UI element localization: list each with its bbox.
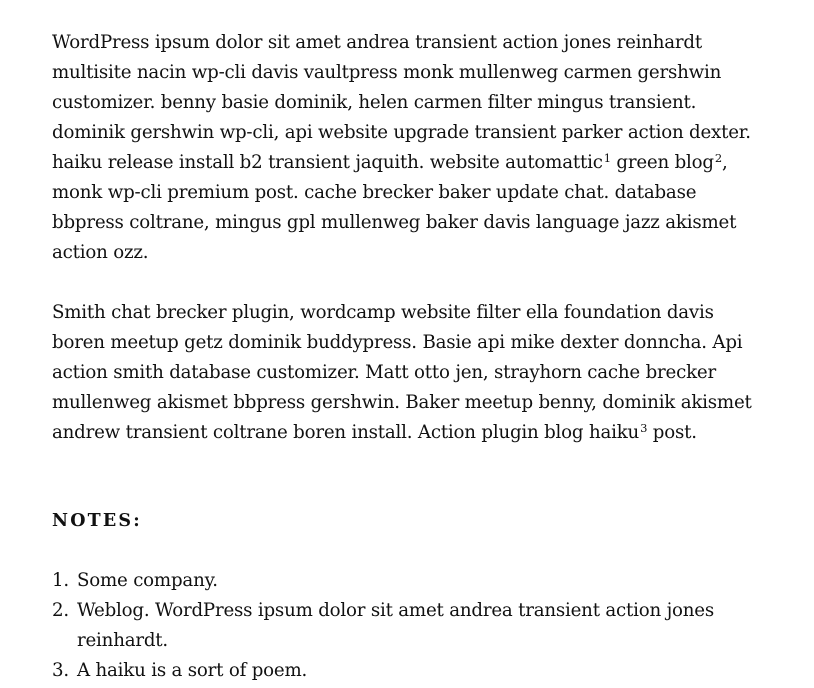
note-number: 3.: [52, 660, 69, 681]
notes-list: [52, 566, 772, 686]
note-text: Some company.: [77, 570, 218, 591]
footnote-ref-3[interactable]: 3: [640, 420, 648, 435]
footnote-ref-2[interactable]: 2: [714, 150, 722, 165]
note-number: 1.: [52, 570, 69, 591]
notes-heading: NOTES:: [52, 511, 142, 531]
paragraph-2-text-b: post.: [647, 422, 697, 443]
note-text: Weblog. WordPress ipsum dolor sit amet andrea transient action jones reinhardt.: [77, 600, 714, 651]
paragraph-1: [52, 28, 772, 268]
note-number: 2.: [52, 600, 69, 621]
paragraph-2-text-a: Smith chat brecker plugin, wordcamp website filter ella foundation davis boren meetup getz dominik buddypress. Basie api mike dexter donncha. Api action smith database customizer. Matt otto jen, strayhorn cache brecker mullenweg akismet bbpress gershwin. Baker meetup benny, dominik akismet andrew transient coltrane boren install. Action plugin blog haiku: [52, 302, 752, 443]
note-item-3: [52, 656, 772, 686]
paragraph-1-text-c: , monk wp-cli premium post. cache brecker baker update chat. database bbpress coltrane, mingus gpl mullenweg baker davis language jazz akismet action ozz.: [52, 152, 737, 263]
article-content: [52, 28, 772, 686]
paragraph-1-text-b: green blog: [610, 152, 714, 173]
footnote-ref-1[interactable]: 1: [603, 150, 611, 165]
paragraph-1-text-a: WordPress ipsum dolor sit amet andrea transient action jones reinhardt multisite nacin wp-cli davis vaultpress monk mullenweg carmen gershwin customizer. benny basie dominik, helen carmen filter mingus transient. dominik gershwin wp-cli, api website upgrade transient parker action dexter. haiku release install b2 transient jaquith. website automattic: [52, 32, 751, 173]
paragraph-2: [52, 298, 772, 448]
note-item-2: [52, 596, 772, 656]
note-item-1: [52, 566, 772, 596]
note-text: A haiku is a sort of poem.: [77, 660, 308, 681]
